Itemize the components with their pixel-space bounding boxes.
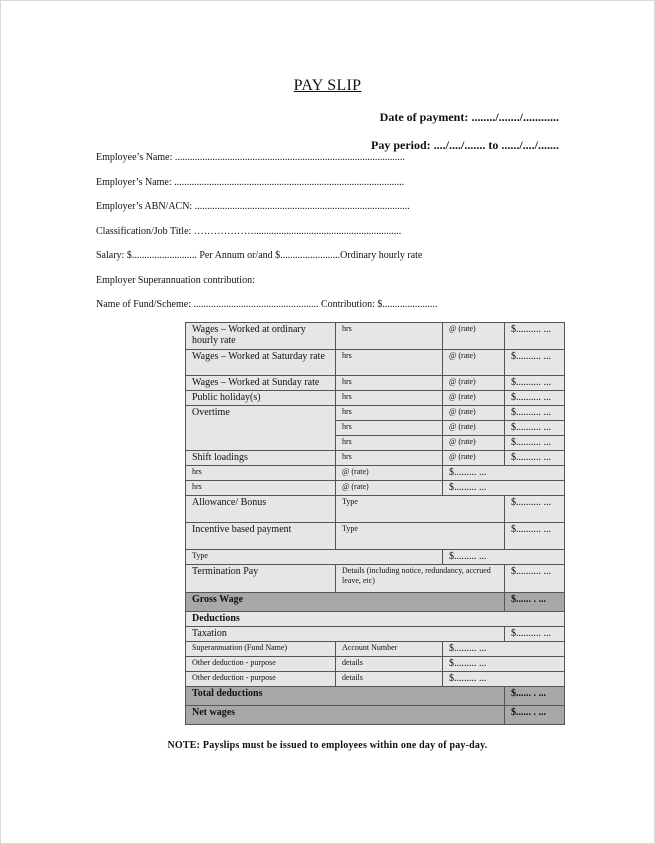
table-row <box>186 406 565 421</box>
net-wages-label: Net wages <box>186 706 505 725</box>
employee-name-field: Employee’s Name: ............................................................................................ <box>96 152 405 163</box>
hrs-cell: hrs <box>186 466 336 481</box>
rate-cell: @ (rate) <box>336 481 443 496</box>
row-label: Taxation <box>186 627 505 642</box>
table-row <box>186 657 565 672</box>
row-label: Other deduction - purpose <box>186 657 336 672</box>
amount-cell: $.......... ... <box>505 421 565 436</box>
details-cell: details <box>336 657 443 672</box>
table-row <box>186 565 565 593</box>
rate-cell: @ (rate) <box>443 421 505 436</box>
amount-cell: $......... ... <box>443 550 565 565</box>
hrs-cell: hrs <box>336 406 443 421</box>
hrs-cell: hrs <box>336 421 443 436</box>
rate-cell: @ (rate) <box>443 323 505 350</box>
pay-period: Pay period: ..../..../....... to ....../..../....... <box>371 138 559 152</box>
gross-wage-amount: $...... . ... <box>505 593 565 612</box>
row-label: Overtime <box>186 406 336 451</box>
row-label: Other deduction - purpose <box>186 672 336 687</box>
amount-cell: $.......... ... <box>505 565 565 593</box>
total-deductions-amount: $...... . ... <box>505 687 565 706</box>
row-label: Incentive based payment <box>186 523 336 550</box>
row-label: Wages – Worked at Saturday rate <box>186 350 336 376</box>
row-label: Shift loadings <box>186 451 336 466</box>
table-row <box>186 550 565 565</box>
amount-cell: $.......... ... <box>505 436 565 451</box>
table-row <box>186 672 565 687</box>
details-cell: details <box>336 672 443 687</box>
table-row <box>186 451 565 466</box>
amount-cell: $.......... ... <box>505 350 565 376</box>
account-number-cell: Account Number <box>336 642 443 657</box>
details-cell: Details (including notice, redundancy, accrued leave, etc) <box>336 565 505 593</box>
amount-cell: $......... ... <box>443 657 565 672</box>
type-cell: Type <box>186 550 443 565</box>
amount-cell: $.......... ... <box>505 451 565 466</box>
pay-table <box>185 322 565 725</box>
deductions-heading: Deductions <box>186 612 565 627</box>
table-row <box>186 481 565 496</box>
table-row <box>186 376 565 391</box>
type-cell: Type <box>336 523 505 550</box>
net-wages-amount: $...... . ... <box>505 706 565 725</box>
hrs-cell: hrs <box>336 350 443 376</box>
table-row <box>186 391 565 406</box>
hrs-cell: hrs <box>336 323 443 350</box>
amount-cell: $......... ... <box>443 466 565 481</box>
salary-field: Salary: $.......................... Per Annum or/and $........................Ordinary hourly rate <box>96 250 423 261</box>
date-of-payment: Date of payment: ......../......./............ <box>379 110 559 124</box>
amount-cell: $.......... ... <box>505 406 565 421</box>
type-cell: Type <box>336 496 505 523</box>
amount-cell: $......... ... <box>443 481 565 496</box>
rate-cell: @ (rate) <box>443 451 505 466</box>
fund-field: Name of Fund/Scheme: .................................................. Contribution: $...................... <box>96 299 438 310</box>
superannuation-field: Employer Superannuation contribution: <box>96 275 255 286</box>
row-label: Allowance/ Bonus <box>186 496 336 523</box>
row-label: Termination Pay <box>186 565 336 593</box>
amount-cell: $......... ... <box>443 642 565 657</box>
row-label: Wages – Worked at ordinary hourly rate <box>186 323 336 350</box>
rate-cell: @ (rate) <box>443 391 505 406</box>
amount-cell: $.......... ... <box>505 523 565 550</box>
rate-cell: @ (rate) <box>443 350 505 376</box>
hrs-cell: hrs <box>336 391 443 406</box>
amount-cell: $.......... ... <box>505 627 565 642</box>
table-row <box>186 593 565 612</box>
rate-cell: @ (rate) <box>336 466 443 481</box>
amount-cell: $.......... ... <box>505 323 565 350</box>
total-deductions-label: Total deductions <box>186 687 505 706</box>
table-row <box>186 706 565 725</box>
table-row <box>186 496 565 523</box>
rate-cell: @ (rate) <box>443 376 505 391</box>
table-row <box>186 687 565 706</box>
table-row <box>186 627 565 642</box>
amount-cell: $......... ... <box>443 672 565 687</box>
table-row <box>186 323 565 350</box>
table-row <box>186 612 565 627</box>
hrs-cell: hrs <box>336 451 443 466</box>
table-row <box>186 350 565 376</box>
classification-field: Classification/Job Title: ………………........................................................... <box>96 226 402 237</box>
amount-cell: $.......... ... <box>505 496 565 523</box>
page-title: PAY SLIP <box>293 77 362 94</box>
row-label: Superannuation (Fund Name) <box>186 642 336 657</box>
rate-cell: @ (rate) <box>443 436 505 451</box>
employer-abn-field: Employer’s ABN/ACN: ...................................................................................... <box>96 201 410 212</box>
hrs-cell: hrs <box>336 376 443 391</box>
table-row <box>186 642 565 657</box>
hrs-cell: hrs <box>336 436 443 451</box>
rate-cell: @ (rate) <box>443 406 505 421</box>
row-label: Public holiday(s) <box>186 391 336 406</box>
payslip-note: NOTE: Payslips must be issued to employees within one day of pay-day. <box>167 740 488 751</box>
hrs-cell: hrs <box>186 481 336 496</box>
table-row <box>186 523 565 550</box>
amount-cell: $.......... ... <box>505 391 565 406</box>
amount-cell: $.......... ... <box>505 376 565 391</box>
employer-name-field: Employer’s Name: ............................................................................................ <box>96 177 405 188</box>
row-label: Wages – Worked at Sunday rate <box>186 376 336 391</box>
gross-wage-label: Gross Wage <box>186 593 505 612</box>
table-row <box>186 466 565 481</box>
